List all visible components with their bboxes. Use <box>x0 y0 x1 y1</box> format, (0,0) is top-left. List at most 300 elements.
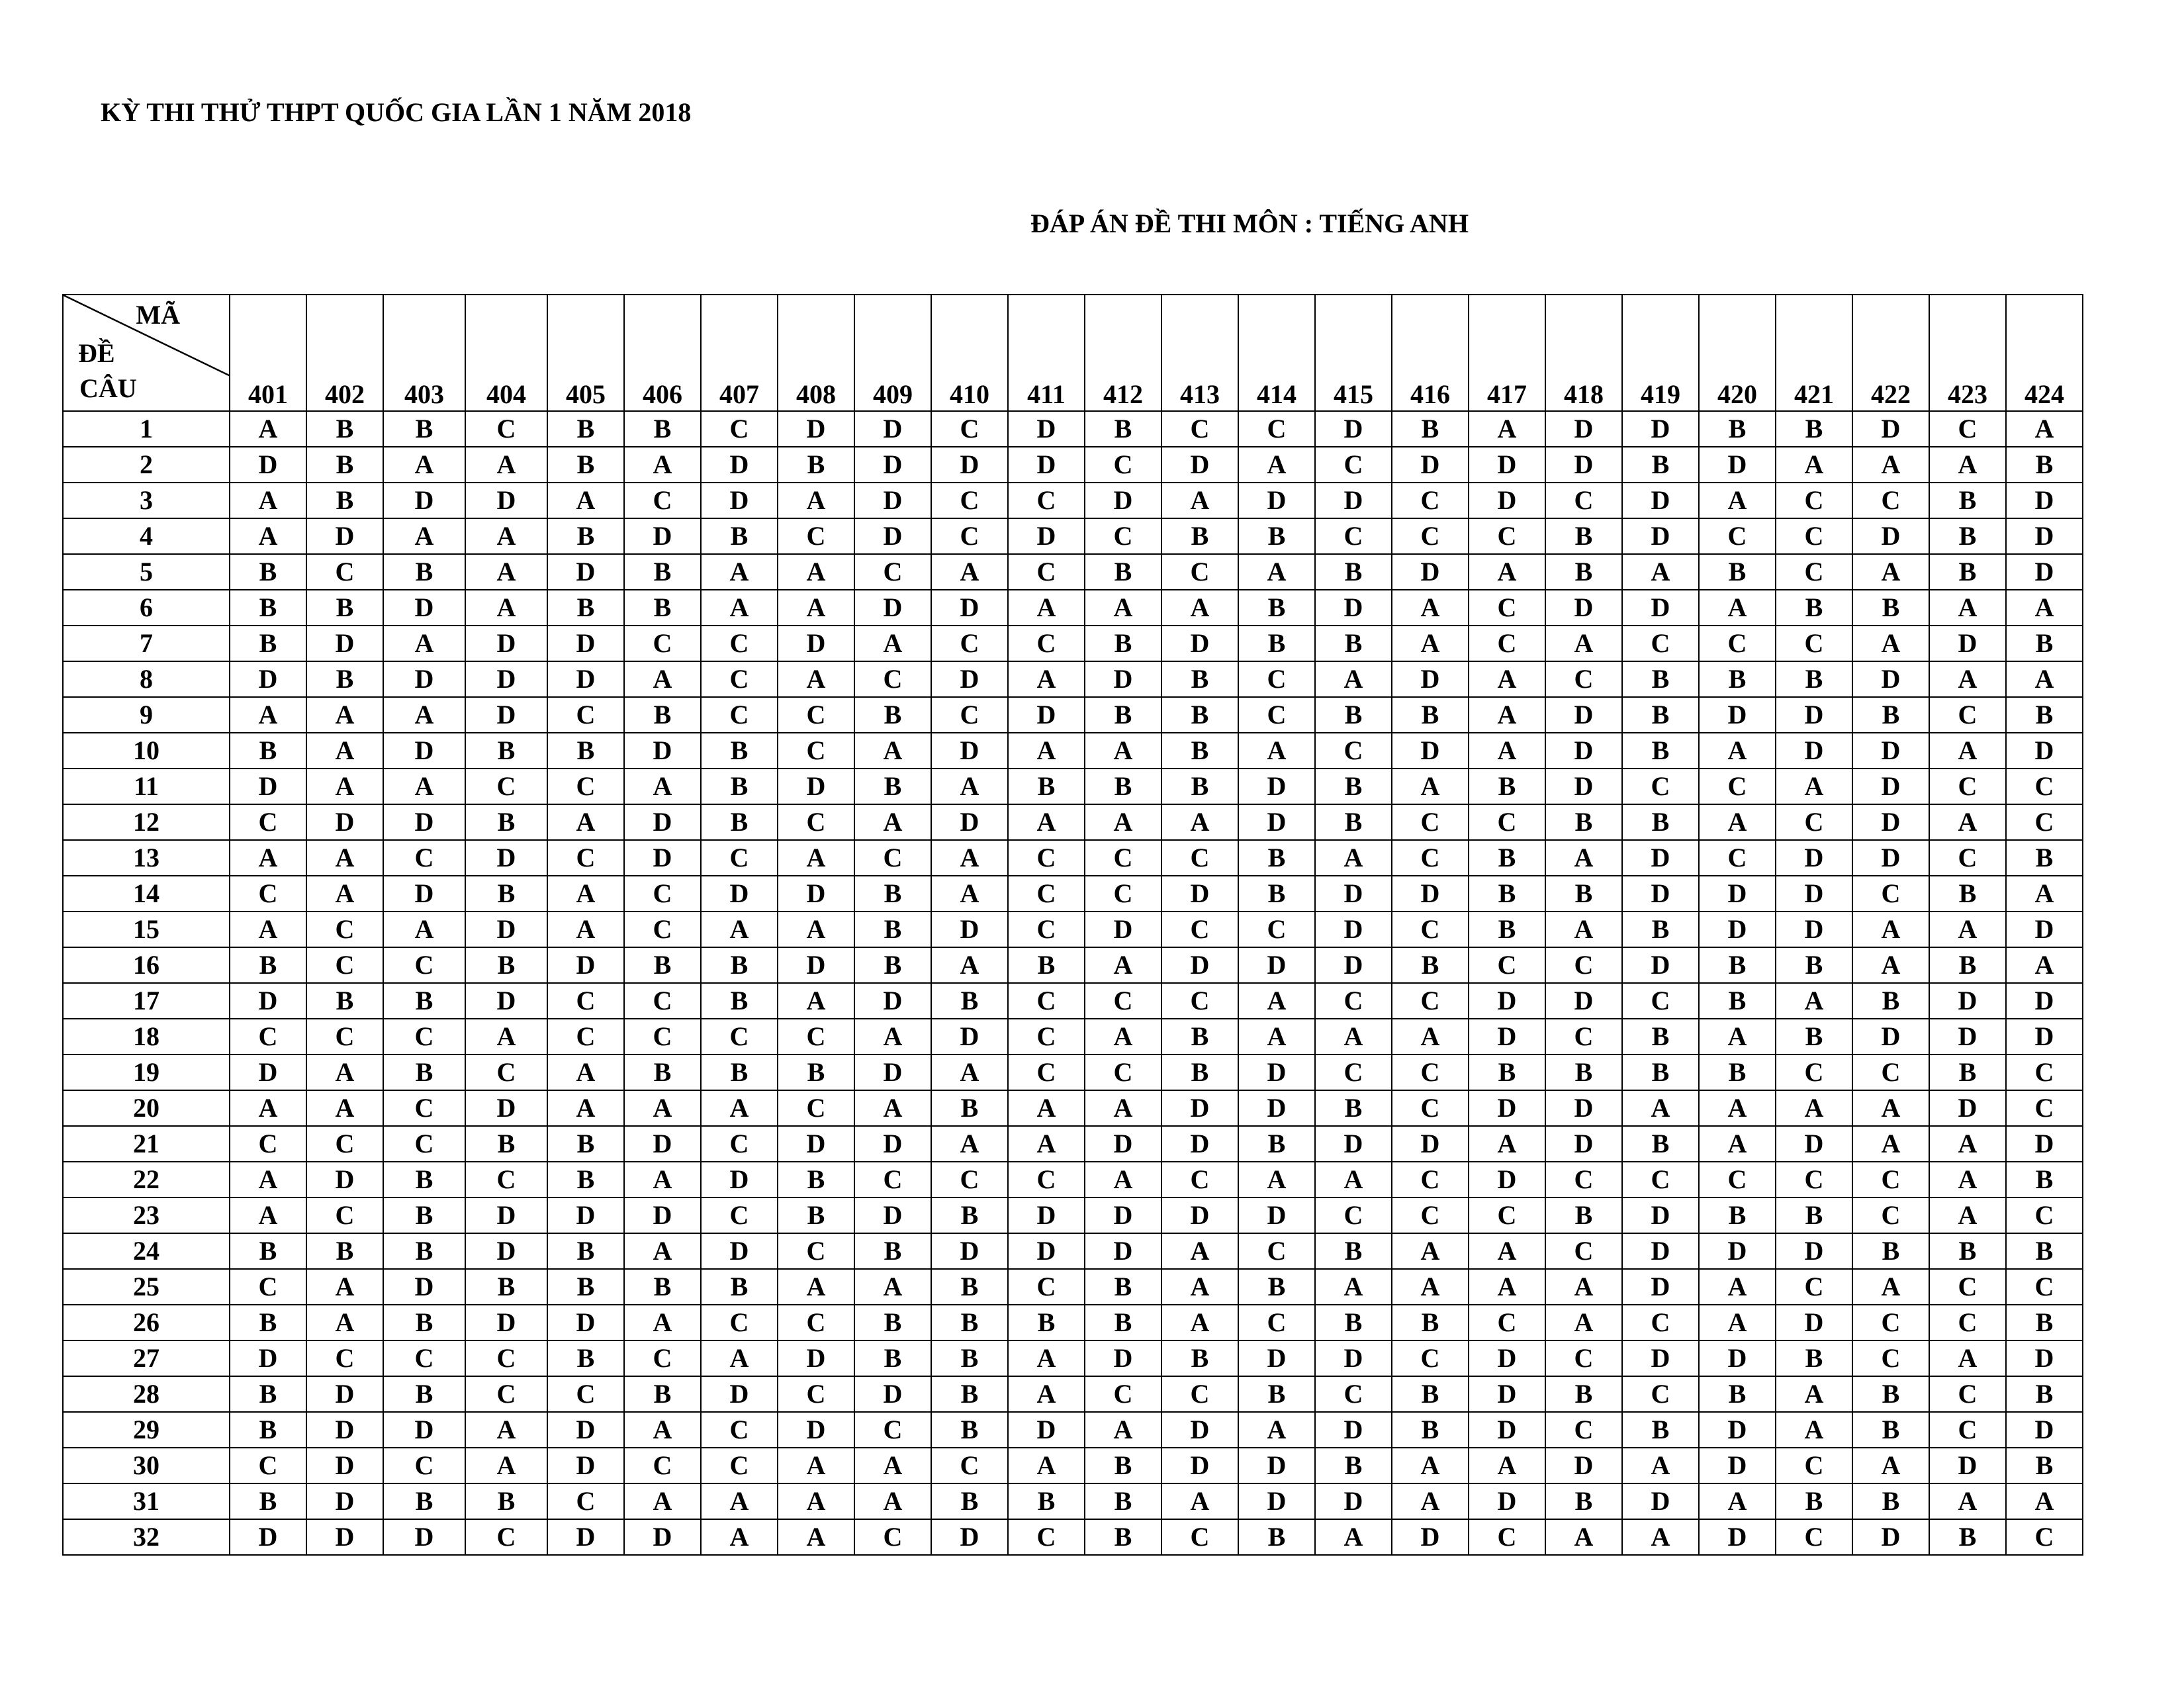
answer-cell: A <box>1469 411 1545 447</box>
answer-cell: D <box>1315 876 1392 912</box>
answer-cell: D <box>1238 947 1315 983</box>
answer-cell: D <box>2006 518 2083 554</box>
answer-cell: B <box>1085 1483 1161 1519</box>
exam-code-header: 422 <box>1852 295 1929 411</box>
answer-cell: D <box>1085 483 1161 518</box>
answer-cell: D <box>383 876 465 912</box>
answer-cell: C <box>306 554 383 590</box>
answer-cell: D <box>1315 1483 1392 1519</box>
answer-cell: B <box>2006 697 2083 733</box>
answer-cell: C <box>1392 1197 1469 1233</box>
answer-cell: A <box>778 590 854 626</box>
answer-cell: B <box>1545 804 1622 840</box>
answer-cell: D <box>1699 1233 1776 1269</box>
answer-cell: B <box>1699 661 1776 697</box>
question-number: 5 <box>63 554 230 590</box>
answer-cell: C <box>1622 983 1699 1019</box>
answer-cell: B <box>931 1090 1008 1126</box>
answer-cell: B <box>1622 661 1699 697</box>
answer-cell: A <box>306 769 383 804</box>
answer-cell: A <box>1622 1519 1699 1555</box>
answer-cell: A <box>383 626 465 661</box>
answer-cell: A <box>1085 590 1161 626</box>
answer-cell: C <box>1699 626 1776 661</box>
answer-cell: C <box>1852 1305 1929 1340</box>
exam-code-header: 415 <box>1315 295 1392 411</box>
answer-cell: A <box>1392 769 1469 804</box>
answer-cell: C <box>931 483 1008 518</box>
answer-cell: D <box>230 769 306 804</box>
answer-cell: C <box>1392 840 1469 876</box>
answer-cell: B <box>230 1412 306 1448</box>
answer-cell: B <box>2006 1233 2083 1269</box>
answer-cell: B <box>1545 1055 1622 1090</box>
answer-cell: B <box>1545 1376 1622 1412</box>
answer-cell: C <box>1699 518 1776 554</box>
answer-cell: C <box>1545 483 1622 518</box>
answer-row <box>63 1126 2083 1162</box>
answer-cell: C <box>1238 411 1315 447</box>
answer-cell: D <box>2006 733 2083 769</box>
answer-cell: C <box>547 840 624 876</box>
answer-cell: B <box>383 983 465 1019</box>
answer-cell: B <box>383 1197 465 1233</box>
answer-cell: B <box>1699 1197 1776 1233</box>
answer-cell: A <box>1085 1090 1161 1126</box>
answer-cell: D <box>1699 876 1776 912</box>
answer-cell: A <box>1545 626 1622 661</box>
answer-cell: D <box>547 1412 624 1448</box>
answer-cell: A <box>230 840 306 876</box>
answer-cell: A <box>778 983 854 1019</box>
answer-cell: B <box>1008 1483 1085 1519</box>
answer-cell: D <box>1545 697 1622 733</box>
answer-cell: C <box>547 1483 624 1519</box>
answer-cell: A <box>1392 1233 1469 1269</box>
answer-cell: A <box>854 1090 931 1126</box>
answer-cell: C <box>1852 1055 1929 1090</box>
answer-cell: D <box>1776 1126 1852 1162</box>
answer-cell: D <box>1469 1412 1545 1448</box>
answer-cell: D <box>778 1412 854 1448</box>
answer-cell: D <box>547 947 624 983</box>
answer-cell: A <box>547 912 624 947</box>
answer-cell: C <box>854 1162 931 1197</box>
exam-code-header: 408 <box>778 295 854 411</box>
answer-cell: C <box>1238 912 1315 947</box>
answer-cell: A <box>1699 733 1776 769</box>
answer-cell: B <box>230 590 306 626</box>
answer-cell: A <box>701 912 778 947</box>
answer-cell: B <box>778 1197 854 1233</box>
answer-cell: A <box>1699 1305 1776 1340</box>
answer-cell: A <box>778 1519 854 1555</box>
answer-row <box>63 733 2083 769</box>
answer-cell: D <box>1085 661 1161 697</box>
answer-cell: D <box>1699 1340 1776 1376</box>
answer-cell: C <box>1622 1305 1699 1340</box>
answer-cell: C <box>931 518 1008 554</box>
answer-cell: A <box>1699 1269 1776 1305</box>
answer-cell: A <box>306 1305 383 1340</box>
exam-code-header: 409 <box>854 295 931 411</box>
answer-cell: D <box>1622 411 1699 447</box>
answer-cell: B <box>465 733 547 769</box>
answer-cell: A <box>1469 697 1545 733</box>
answer-cell: D <box>2006 483 2083 518</box>
answer-cell: D <box>306 518 383 554</box>
answer-cell: A <box>1929 590 2006 626</box>
answer-cell: B <box>1622 912 1699 947</box>
exam-code-header: 419 <box>1622 295 1699 411</box>
answer-cell: C <box>1469 1305 1545 1340</box>
answer-cell: C <box>701 1412 778 1448</box>
answer-cell: C <box>1699 840 1776 876</box>
answer-cell: D <box>465 1090 547 1126</box>
answer-cell: A <box>547 876 624 912</box>
answer-cell: B <box>1469 1055 1545 1090</box>
answer-cell: C <box>1315 733 1392 769</box>
answer-cell: A <box>306 733 383 769</box>
answer-cell: D <box>465 626 547 661</box>
answer-cell: C <box>624 912 701 947</box>
answer-cell: C <box>1469 518 1545 554</box>
answer-cell: D <box>1469 1162 1545 1197</box>
answer-cell: D <box>1852 1019 1929 1055</box>
answer-cell: D <box>1238 1055 1315 1090</box>
answer-row <box>63 1483 2083 1519</box>
answer-cell: A <box>778 1448 854 1483</box>
answer-cell: D <box>383 733 465 769</box>
answer-cell: A <box>624 1233 701 1269</box>
answer-cell: A <box>465 554 547 590</box>
answer-cell: A <box>1392 1269 1469 1305</box>
answer-cell: A <box>1776 983 1852 1019</box>
answer-cell: A <box>624 661 701 697</box>
answer-cell: D <box>1008 518 1085 554</box>
answer-cell: C <box>1469 804 1545 840</box>
answer-cell: C <box>1852 1197 1929 1233</box>
answer-cell: B <box>1085 1519 1161 1555</box>
answer-cell: D <box>778 1126 854 1162</box>
answer-cell: B <box>778 1162 854 1197</box>
answer-cell: A <box>1852 447 1929 483</box>
answer-cell: A <box>1469 1269 1545 1305</box>
answer-cell: D <box>2006 554 2083 590</box>
answer-cell: B <box>624 1055 701 1090</box>
question-number: 14 <box>63 876 230 912</box>
answer-cell: A <box>1469 1448 1545 1483</box>
exam-code-header: 410 <box>931 295 1008 411</box>
answer-cell: B <box>306 983 383 1019</box>
answer-cell: D <box>1315 1412 1392 1448</box>
answer-cell: D <box>1238 804 1315 840</box>
answer-cell: A <box>1008 1376 1085 1412</box>
answer-cell: B <box>1392 1376 1469 1412</box>
answer-cell: D <box>1315 947 1392 983</box>
answer-cell: B <box>1929 947 2006 983</box>
answer-cell: D <box>1315 1340 1392 1376</box>
answer-cell: C <box>854 1412 931 1448</box>
answer-cell: A <box>547 1090 624 1126</box>
answer-cell: B <box>1929 1519 2006 1555</box>
answer-cell: C <box>1392 1340 1469 1376</box>
answer-cell: A <box>1929 733 2006 769</box>
answer-cell: A <box>1622 1090 1699 1126</box>
question-number: 19 <box>63 1055 230 1090</box>
answer-cell: D <box>1161 1126 1238 1162</box>
question-number: 6 <box>63 590 230 626</box>
answer-cell: A <box>1085 1412 1161 1448</box>
answer-cell: D <box>1776 912 1852 947</box>
answer-cell: A <box>465 518 547 554</box>
answer-cell: D <box>1776 1305 1852 1340</box>
answer-cell: C <box>1699 769 1776 804</box>
question-number: 18 <box>63 1019 230 1055</box>
answer-cell: D <box>2006 912 2083 947</box>
answer-cell: C <box>778 1090 854 1126</box>
answer-cell: D <box>624 1197 701 1233</box>
answer-cell: A <box>1929 661 2006 697</box>
answer-cell: C <box>1545 1233 1622 1269</box>
answer-cell: B <box>1776 1019 1852 1055</box>
answer-cell: A <box>1469 554 1545 590</box>
answer-row <box>63 947 2083 983</box>
answer-cell: D <box>778 876 854 912</box>
question-number: 15 <box>63 912 230 947</box>
answer-cell: C <box>1008 1162 1085 1197</box>
answer-cell: B <box>1085 769 1161 804</box>
answer-cell: D <box>1238 1090 1315 1126</box>
answer-cell: D <box>1776 840 1852 876</box>
answer-cell: B <box>465 876 547 912</box>
answer-cell: D <box>701 876 778 912</box>
answer-cell: C <box>1776 1448 1852 1483</box>
answer-cell: C <box>230 1269 306 1305</box>
answer-cell: A <box>1545 1269 1622 1305</box>
answer-cell: D <box>1776 876 1852 912</box>
question-number: 12 <box>63 804 230 840</box>
answer-cell: B <box>1315 804 1392 840</box>
answer-cell: C <box>1008 483 1085 518</box>
answer-cell: A <box>465 447 547 483</box>
answer-row <box>63 661 2083 697</box>
answer-cell: D <box>1852 733 1929 769</box>
answer-cell: D <box>1469 1340 1545 1376</box>
answer-cell: C <box>306 1197 383 1233</box>
answer-cell: B <box>1085 1448 1161 1483</box>
answer-cell: A <box>1852 1090 1929 1126</box>
answer-cell: A <box>306 1090 383 1126</box>
answer-cell: A <box>854 1483 931 1519</box>
answer-cell: C <box>1008 554 1085 590</box>
answer-cell: D <box>306 1162 383 1197</box>
answer-cell: B <box>854 1305 931 1340</box>
answer-cell: B <box>383 411 465 447</box>
answer-cell: D <box>383 661 465 697</box>
answer-cell: B <box>624 1376 701 1412</box>
answer-cell: A <box>854 804 931 840</box>
exam-code-label-2: ĐỀ <box>78 338 115 368</box>
answer-cell: B <box>465 1269 547 1305</box>
answer-cell: D <box>1392 447 1469 483</box>
answer-cell: B <box>547 1162 624 1197</box>
answer-row <box>63 769 2083 804</box>
question-number: 11 <box>63 769 230 804</box>
answer-cell: A <box>1852 626 1929 661</box>
answer-cell: A <box>1315 1269 1392 1305</box>
answer-cell: C <box>1776 626 1852 661</box>
answer-cell: B <box>1545 1483 1622 1519</box>
answer-cell: A <box>1008 661 1085 697</box>
answer-cell: D <box>1622 876 1699 912</box>
answer-cell: D <box>383 1269 465 1305</box>
answer-cell: C <box>931 1448 1008 1483</box>
answer-cell: C <box>1929 1269 2006 1305</box>
answer-row <box>63 1340 2083 1376</box>
answer-cell: B <box>1008 947 1085 983</box>
answer-cell: A <box>465 590 547 626</box>
answer-cell: D <box>1238 769 1315 804</box>
answer-cell: C <box>1161 1519 1238 1555</box>
answer-cell: D <box>1238 483 1315 518</box>
answer-cell: D <box>1852 518 1929 554</box>
answer-cell: C <box>1469 626 1545 661</box>
answer-cell: C <box>1392 804 1469 840</box>
answer-cell: D <box>854 983 931 1019</box>
answer-cell: A <box>1469 661 1545 697</box>
answer-cell: D <box>1469 1376 1545 1412</box>
answer-cell: B <box>1315 626 1392 661</box>
answer-cell: A <box>778 1483 854 1519</box>
answer-cell: D <box>306 1412 383 1448</box>
answer-cell: D <box>1776 1233 1852 1269</box>
answer-cell: C <box>1852 1340 1929 1376</box>
answer-cell: A <box>1392 626 1469 661</box>
answer-cell: C <box>2006 1519 2083 1555</box>
answer-row <box>63 1162 2083 1197</box>
answer-cell: C <box>465 411 547 447</box>
answer-cell: B <box>931 983 1008 1019</box>
answer-cell: A <box>778 912 854 947</box>
answer-cell: D <box>1622 1233 1699 1269</box>
answer-cell: D <box>1469 983 1545 1019</box>
answer-cell: A <box>1469 1233 1545 1269</box>
answer-cell: D <box>1315 483 1392 518</box>
answer-cell: B <box>1085 554 1161 590</box>
answer-cell: C <box>230 1019 306 1055</box>
answer-cell: D <box>2006 983 2083 1019</box>
answer-cell: B <box>1469 876 1545 912</box>
answer-cell: A <box>1699 1019 1776 1055</box>
answer-row <box>63 518 2083 554</box>
answer-cell: A <box>624 1162 701 1197</box>
answer-cell: C <box>383 1448 465 1483</box>
answer-cell: B <box>465 947 547 983</box>
answer-cell: D <box>1085 912 1161 947</box>
answer-cell: D <box>1315 912 1392 947</box>
answer-cell: C <box>931 1162 1008 1197</box>
answer-cell: B <box>1315 1090 1392 1126</box>
answer-cell: B <box>624 1269 701 1305</box>
answer-cell: A <box>230 1197 306 1233</box>
answer-cell: B <box>931 1412 1008 1448</box>
answer-cell: A <box>1929 447 2006 483</box>
answer-cell: A <box>2006 1483 2083 1519</box>
answer-cell: C <box>1929 1412 2006 1448</box>
exam-code-header: 404 <box>465 295 547 411</box>
answer-cell: D <box>1161 876 1238 912</box>
answer-cell: B <box>230 626 306 661</box>
answer-cell: A <box>1161 804 1238 840</box>
answer-cell: C <box>1008 983 1085 1019</box>
answer-cell: D <box>1622 1197 1699 1233</box>
answer-cell: B <box>1699 411 1776 447</box>
answer-cell: B <box>701 947 778 983</box>
answer-cell: C <box>701 411 778 447</box>
answer-cell: D <box>1238 1197 1315 1233</box>
answer-cell: B <box>1622 1412 1699 1448</box>
answer-cell: A <box>931 1126 1008 1162</box>
answer-cell: C <box>1008 840 1085 876</box>
answer-cell: A <box>931 947 1008 983</box>
answer-cell: C <box>1929 769 2006 804</box>
answer-cell: B <box>306 411 383 447</box>
answer-cell: A <box>931 1055 1008 1090</box>
answer-cell: C <box>624 1448 701 1483</box>
answer-cell: C <box>1392 483 1469 518</box>
answer-cell: D <box>1392 876 1469 912</box>
answer-cell: D <box>230 983 306 1019</box>
question-number: 28 <box>63 1376 230 1412</box>
question-number: 13 <box>63 840 230 876</box>
answer-cell: C <box>1545 947 1622 983</box>
answer-cell: B <box>1161 518 1238 554</box>
answer-cell: D <box>306 1519 383 1555</box>
answer-row <box>63 1269 2083 1305</box>
answer-cell: A <box>1852 947 1929 983</box>
answer-cell: D <box>1699 1519 1776 1555</box>
answer-cell: C <box>1776 1162 1852 1197</box>
answer-cell: B <box>701 983 778 1019</box>
answer-cell: D <box>230 1340 306 1376</box>
answer-cell: A <box>465 1412 547 1448</box>
answer-cell: A <box>854 1019 931 1055</box>
answer-cell: C <box>306 1126 383 1162</box>
answer-cell: B <box>1622 697 1699 733</box>
answer-cell: D <box>306 1376 383 1412</box>
exam-code-header: 424 <box>2006 295 2083 411</box>
answer-cell: C <box>383 1019 465 1055</box>
answer-cell: D <box>1622 1269 1699 1305</box>
answer-cell: A <box>778 1269 854 1305</box>
answer-row <box>63 1197 2083 1233</box>
answer-cell: D <box>778 626 854 661</box>
answer-cell: A <box>1392 1019 1469 1055</box>
answer-row <box>63 1055 2083 1090</box>
exam-code-header: 416 <box>1392 295 1469 411</box>
answer-cell: B <box>701 1269 778 1305</box>
answer-cell: A <box>931 840 1008 876</box>
answer-cell: C <box>1392 912 1469 947</box>
answer-cell: C <box>1238 1305 1315 1340</box>
answer-cell: C <box>1315 1197 1392 1233</box>
answer-cell: C <box>1238 661 1315 697</box>
answer-cell: C <box>931 697 1008 733</box>
answer-row <box>63 554 2083 590</box>
answer-row <box>63 1233 2083 1269</box>
answer-cell: C <box>1776 804 1852 840</box>
